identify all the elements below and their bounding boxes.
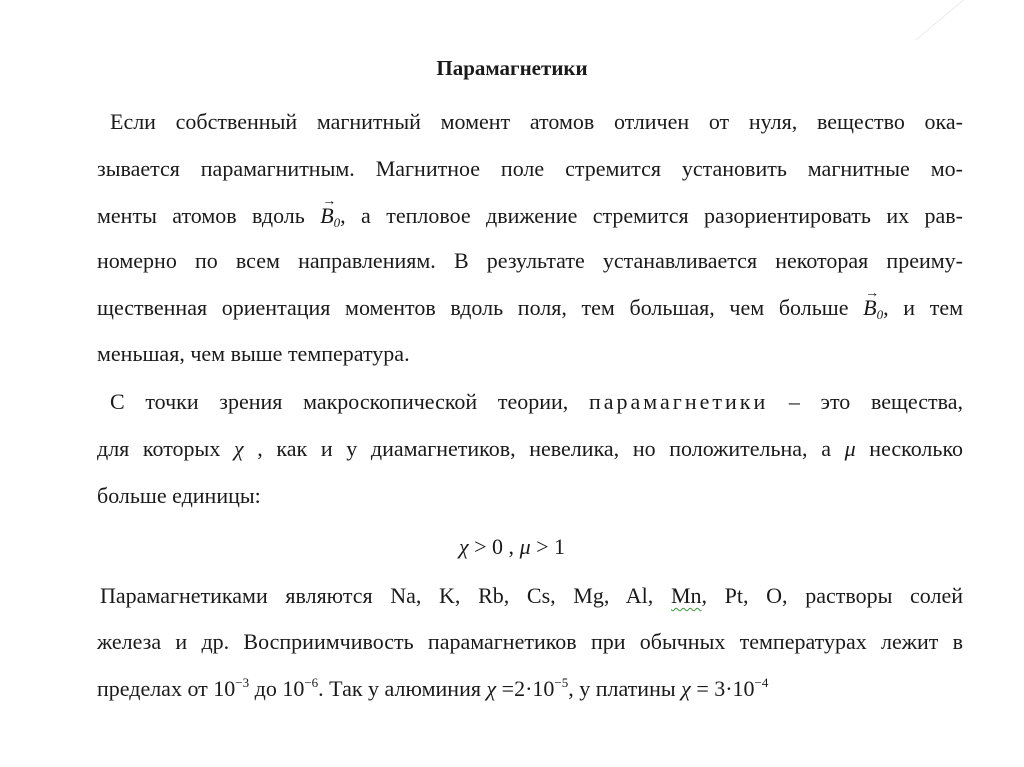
text: – это вещества,: [768, 389, 963, 414]
text-line: номерно по всем направлениям. В результате устанавливается некоторая преиму-: [97, 248, 963, 273]
vector-b: [863, 294, 883, 322]
emphasis-term: парамагнетики: [588, 389, 769, 414]
text-line: больше единицы:: [97, 483, 261, 508]
page-title: Парамагнетики: [436, 56, 588, 80]
text: С точки зрения макроскопической теории,: [110, 389, 589, 414]
text: > 1: [530, 534, 566, 559]
text-line: [97, 435, 963, 463]
vector-b: [320, 202, 340, 230]
text: , как и у диамагнетиков, невелика, но положительна, а: [243, 436, 845, 461]
chi-symbol: χ: [681, 676, 691, 701]
page-edge: [915, 0, 1024, 40]
text: щественная ориентация моментов вдоль поля, тем большая, чем больше: [97, 295, 864, 320]
subscript: 0: [333, 215, 341, 230]
mu-symbol: μ: [844, 436, 856, 461]
text-line: [110, 388, 963, 416]
text-line: [97, 294, 963, 322]
subscript: 0: [876, 307, 884, 322]
text: > 0 ,: [468, 534, 520, 559]
chi-symbol: χ: [458, 534, 469, 559]
text: пределах от 10: [97, 676, 236, 701]
symbol: B: [320, 203, 334, 228]
text: несколько: [855, 436, 964, 461]
formula: [0, 534, 1024, 560]
text: , Pt, O, растворы солей: [701, 583, 964, 608]
text: , и тем: [883, 295, 964, 320]
text: до 10: [249, 676, 305, 701]
exponent: −4: [754, 675, 769, 690]
text-line: железа и др. Восприимчивость парамагнетиков при обычных температурах лежит в: [97, 629, 963, 654]
chi-symbol: χ: [486, 676, 497, 701]
text-line: [97, 202, 963, 230]
text-line: [100, 582, 963, 610]
text: менты атомов вдоль: [97, 203, 321, 228]
spellcheck-word: Mn: [670, 583, 702, 608]
exponent: −5: [554, 675, 569, 690]
chi-symbol: χ: [233, 436, 244, 461]
text: = 3·10: [690, 676, 755, 701]
text: , у платины: [568, 676, 682, 701]
text: , а тепловое движение стремится разориентировать их рав-: [340, 203, 963, 228]
symbol: B: [863, 295, 877, 320]
exponent: −6: [304, 675, 319, 690]
exponent: −3: [235, 675, 250, 690]
text: =2·10: [496, 676, 555, 701]
text: для которых: [97, 436, 234, 461]
text-line: Если собственный магнитный момент атомов отличен от нуля, вещество ока-: [110, 109, 963, 134]
text: . Так у алюминия: [318, 676, 487, 701]
text-line: зывается парамагнитным. Магнитное поле стремится установить магнитные мо-: [97, 156, 963, 181]
mu-symbol: μ: [519, 534, 531, 559]
text-line: меньшая, чем выше температура.: [97, 341, 410, 366]
text: Парамагнетиками являются Na, K, Rb, Cs, Mg, Al,: [100, 583, 671, 608]
text-line: [97, 675, 963, 703]
